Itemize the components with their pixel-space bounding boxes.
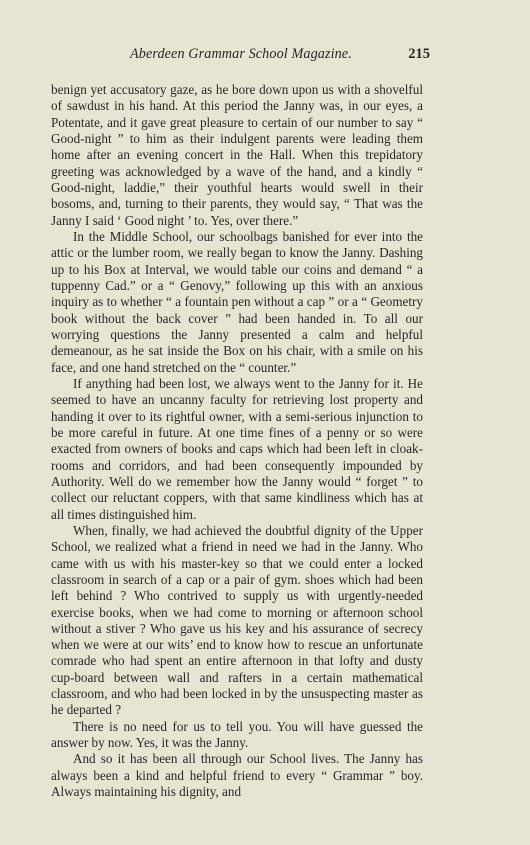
paragraph-continued: benign yet accusatory gaze, as he bore down upon us with a shovelful of sawdust in his hand. At this period the Janny was, in our eyes, a Potentate, and it gave great pleasure to certain of our number to say “ Good-night ” to him as their indulgent parents were leading them home after an evening concert in the Hall. When this trepidatory greeting was acknowledged by a wave of the hand, and a kindly “ Good-night, laddie,” their youthful hearts would swell in their bosoms, and, turning to their parents, they would say, “ That was the Janny I said ‘ Good night ’ to. Yes, over there.” bbox=[51, 82, 423, 228]
article-body bbox=[51, 82, 423, 800]
paragraph: If anything had been lost, we always went to the Janny for it. He seemed to have an uncanny faculty for retrieving lost property and handing it over to its rightful owner, with a semi-serious injunction to be more careful in future. At one time fines of a penny or so were exacted from owners of books and caps which had been left in cloak-rooms and corridors, and had been consequently impounded by Authority. Well do we remember how the Janny would “ forget ” to collect our reluctant coppers, with that same kindliness which has at all times distinguished him. bbox=[51, 375, 423, 522]
paragraph: In the Middle School, our schoolbags banished for ever into the attic or the lumber room, we really began to know the Janny. Dashing up to his Box at Interval, we would table our coins and demand “ a tuppenny Cad.” or a “ Genovy,” following up this with an anxious inquiry as to whether “ a fountain pen without a cap ” or a “ Geometry book without the back cover ” had been handed in. To all our worrying questions the Janny presented a calm and helpful demeanour, as he sat inside the Box on his chair, with a smile on his face, and one hand stretched on the “ counter.” bbox=[51, 228, 423, 375]
paragraph: And so it has been all through our School lives. The Janny has always been a kind and helpful friend to every “ Grammar ” boy. Always maintaining his dignity, and bbox=[51, 751, 423, 800]
running-header bbox=[54, 46, 430, 66]
running-title: Aberdeen Grammar School Magazine. bbox=[130, 46, 352, 62]
page-number: 215 bbox=[408, 46, 430, 62]
paragraph: When, finally, we had achieved the doubtful dignity of the Upper School, we realized what a friend in need we had in the Janny. Who came with us with his master-key so that we could enter a locked classroom in search of a cap or a pair of gym. shoes which had been left behind ? Who contrived to supply us with urgently-needed exercise books, when we had come to morning or afternoon school without a stiver ? Who gave us his key and his assurance of secrecy when we were at our wits’ end to know how to rescue an unfortunate comrade who had spent an entire afternoon in that lofty and dusty cup-board between wall and rafters in a certain mathematical classroom, and who had been locked in by the unsuspecting master as he departed ? bbox=[51, 522, 423, 718]
paragraph: There is no need for us to tell you. You will have guessed the answer by now. Yes, it was the Janny. bbox=[51, 718, 423, 751]
